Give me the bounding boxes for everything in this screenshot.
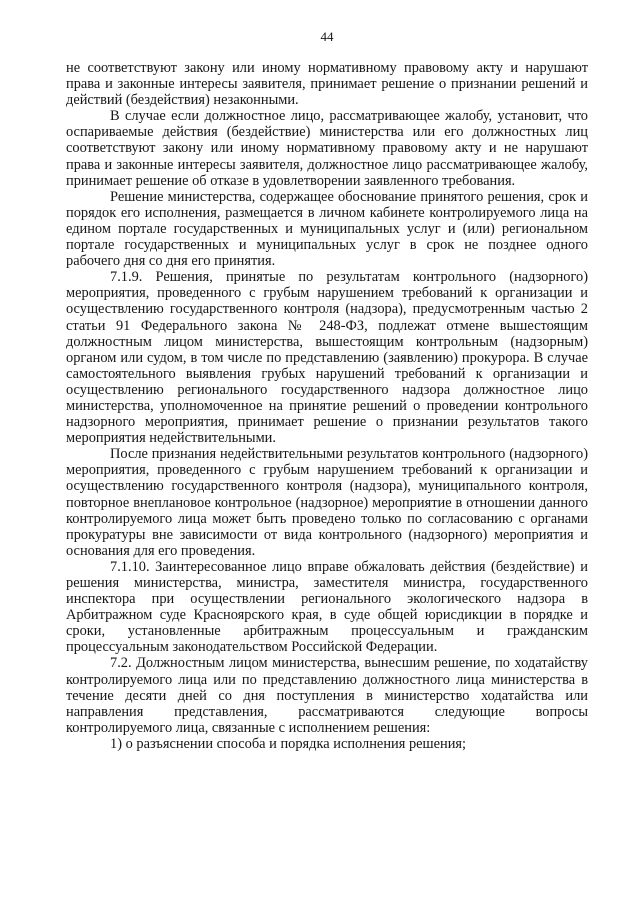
list-item: 1) о разъяснении способа и порядка исполнения решения; bbox=[110, 735, 467, 752]
paragraph: После признания недействительными результатов контрольного (надзорного) мероприятия, проведенного с грубым нарушением требований к организации и осуществлению государственного контроля (надзора), муниципального контроля, повторное внеплановое контрольное (надзорное) мероприятие в отношении данного контролируемого лица может быть проведено только по согласованию с органами прокуратуры вне зависимости от вида контрольного (надзорного) мероприятия и основания для его проведения. bbox=[66, 446, 588, 559]
paragraph-7-1-9: 7.1.9. Решения, принятые по результатам контрольного (надзорного) мероприятия, проведенного с грубым нарушением требований к организации и осуществлению государственного контроля (надзора), предусмотренным частью 2 статьи 91 Федерального закона № 248-ФЗ, подлежат отмене вышестоящим должностным лицом министерства, вышестоящим контрольным (надзорным) органом или судом, в том числе по представлению (заявлению) прокурора. В случае самостоятельного выявления грубых нарушений требований к организации и осуществлению регионального государственного надзора должностное лицо министерства, уполномоченное на принятие решений о проведении контрольного надзорного мероприятия, принимает решение о признании результатов такого мероприятия недействительными. bbox=[66, 269, 588, 447]
page-number: 44 bbox=[320, 29, 334, 44]
paragraph-7-2: 7.2. Должностным лицом министерства, вынесшим решение, по ходатайству контролируемого лица или по представлению должностного лица министерства в течение десяти дней со дня поступления в министерство ходатайства или направления представления, рассматриваются следующие вопросы контролируемого лица, связанные с исполнением решения: bbox=[66, 655, 588, 736]
document-body bbox=[66, 60, 588, 752]
paragraph: Решение министерства, содержащее обоснование принятого решения, срок и порядок его исполнения, размещается в личном кабинете контролируемого лица на едином портале государственных и муниципальных услуг и (или) региональном портале государственных и муниципальных услуг в срок не позднее одного рабочего дня со дня его принятия. bbox=[66, 188, 588, 270]
paragraph-7-1-10: 7.1.10. Заинтересованное лицо вправе обжаловать действия (бездействие) и решения министерства, министра, заместителя министра, государственного инспектора при осуществлении регионального экологического надзора в Арбитражном суде Красноярского края, в суде общей юрисдикции в порядке и сроки, установленные арбитражным процессуальным и гражданским процессуальным законодательством Российской Федерации. bbox=[66, 558, 588, 656]
paragraph: В случае если должностное лицо, рассматривающее жалобу, установит, что оспариваемые действия (бездействие) министерства или его должностных лиц соответствуют закону или иному нормативному правовому акту и не нарушают права и законные интересы заявителя, должностное лицо рассматривающее жалобу, принимает решение об отказе в удовлетворении заявленного требования. bbox=[66, 108, 588, 189]
paragraph-continuation: не соответствуют закону или иному нормативному правовому акту и нарушают права и законные интересы заявителя, принимает решение о признании решений и действий (бездействия) незаконными. bbox=[66, 60, 588, 109]
